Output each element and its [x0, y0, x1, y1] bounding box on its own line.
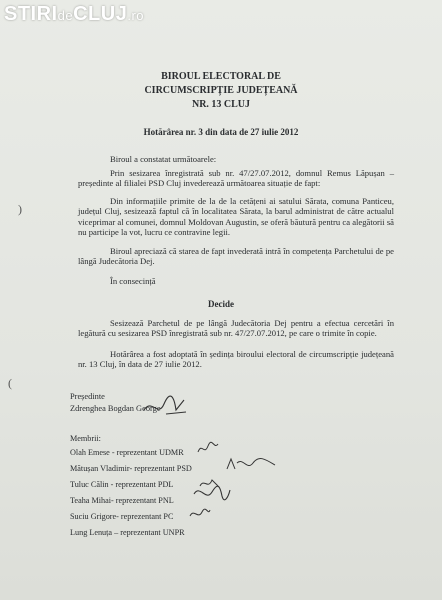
paragraph-3: Biroul apreciază că starea de fapt invederată intră în competența Parchetului de pe lângă Judecătoria Dej. — [78, 246, 394, 267]
president-name: Zdrenghea Bogdan George — [70, 404, 161, 413]
member-1-signature — [196, 440, 220, 458]
punch-hole-mark-top: ) — [18, 202, 22, 216]
member-line-3: Tuluc Călin - reprezentant PDL — [70, 480, 174, 489]
member-line-1: Olah Emese - reprezentant UDMR — [70, 448, 184, 457]
paragraph-1: Prin sesizarea înregistrată sub nr. 47/27.07.2012, domnul Remus Lăpușan – președinte al filialei PSD Cluj invederează următoarea situație de fapt: — [78, 168, 394, 189]
watermark-part-1: STIRI — [4, 3, 58, 25]
intro-line: Biroul a constatat următoarele: — [110, 154, 217, 164]
header-line-3: NR. 13 CLUJ — [191, 99, 251, 110]
member-5-signature — [188, 506, 212, 524]
member-2-signature — [225, 455, 277, 475]
header-line-1: BIROUL ELECTORAL DE — [161, 71, 281, 82]
paragraph-5: Hotărârea a fost adoptată în ședința biroului electoral de circumscripție județeană nr. 13 Cluj, în data de 27 iulie 2012. — [78, 349, 394, 370]
member-line-5: Suciu Grigore- reprezentant PC — [70, 512, 174, 521]
watermark-part-3: CLUJ — [73, 3, 128, 25]
watermark-part-4: .ro — [127, 8, 144, 23]
member-line-2: Mătușan Vladimir- reprezentant PSD — [70, 464, 192, 473]
president-signature — [140, 392, 190, 422]
member-line-4: Teaha Mihai- reprezentant PNL — [70, 496, 174, 505]
president-role: Președinte — [70, 392, 105, 401]
members-label: Membrii: — [70, 434, 101, 443]
member-4-signature — [192, 484, 232, 508]
header-line-2: CIRCUMSCRIPȚIE JUDEȚEANĂ — [144, 85, 298, 96]
paragraph-2: Din informațiile primite de la de la cetățeni ai satului Sărata, comuna Panticeu, județul Cluj, sesizează faptul că în localitatea Sărata, la barul administrat de către actualul viceprimar al comunei, domnul Moldovan Augustin, se oferă băutură pentru ca alegătorii să nu participe la vot, lucru ce contravine legii. — [78, 196, 394, 238]
consecinta-line: În consecință — [110, 276, 156, 286]
punch-hole-mark-bottom: ( — [8, 376, 12, 390]
site-watermark — [4, 3, 144, 26]
decision-title: Hotărârea nr. 3 din data de 27 iulie 2012 — [143, 127, 299, 137]
decide-heading: Decide — [208, 299, 234, 309]
watermark-part-2: de — [57, 8, 74, 23]
paragraph-4: Sesizează Parchetul de pe lângă Judecătoria Dej pentru a efectua cercetări în legătură cu sesizarea PSD înregistrată sub nr. 47/27.07.2012, pe care o trimite în copie. — [78, 318, 394, 339]
member-line-6: Lung Lenuța – reprezentant UNPR — [70, 528, 185, 537]
